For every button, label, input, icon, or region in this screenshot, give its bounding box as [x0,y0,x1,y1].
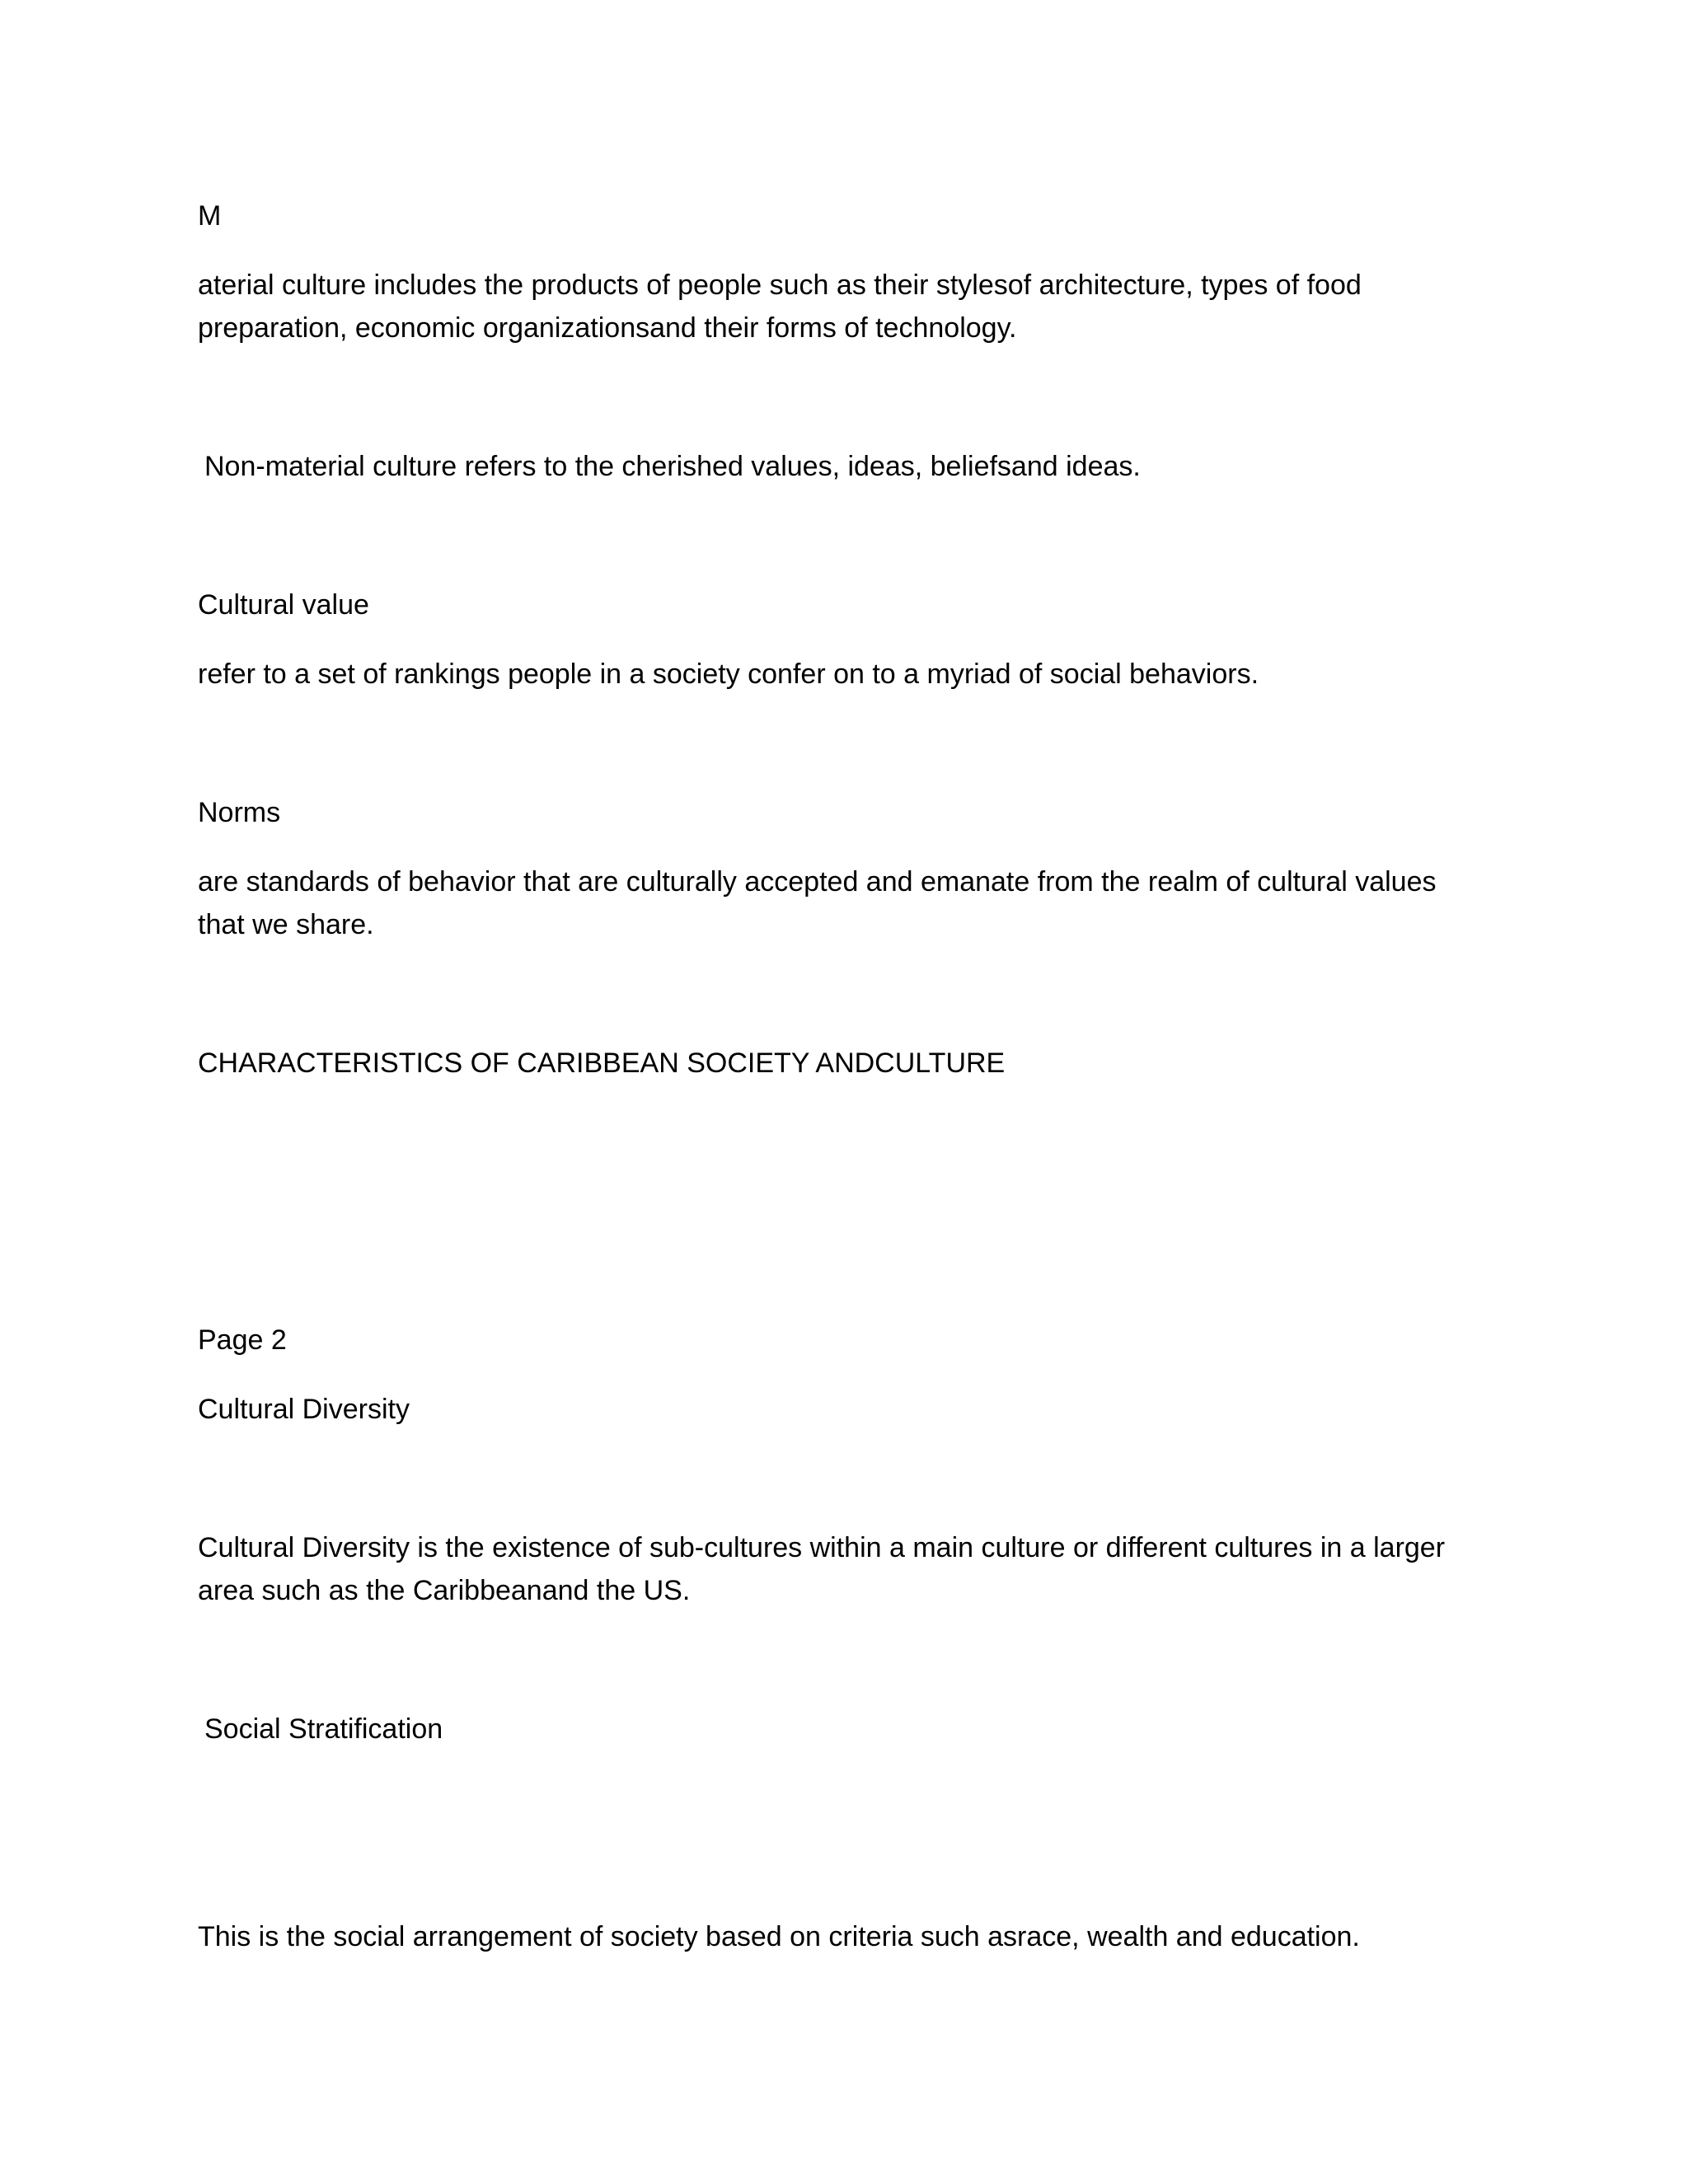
norms-line-2: that we share. [198,909,374,940]
social-stratification-heading: Social Stratification [204,1713,443,1745]
material-culture-initial: M [198,200,222,232]
cultural-diversity-heading: Cultural Diversity [198,1394,410,1425]
characteristics-heading: CHARACTERISTICS OF CARIBBEAN SOCIETY ANDCULTURE [198,1047,1006,1079]
norms-heading: Norms [198,797,281,828]
non-material-culture-text: Non-material culture refers to the cherished values, ideas, beliefsand ideas. [204,451,1141,482]
cultural-diversity-line-2: area such as the Caribbeanand the US. [198,1575,691,1606]
cultural-value-heading: Cultural value [198,589,369,621]
cultural-diversity-line-1: Cultural Diversity is the existence of sub-cultures within a main culture or different cultures in a larger [198,1532,1446,1563]
material-culture-line-2: preparation, economic organizationsand their forms of technology. [198,312,1017,344]
norms-line-1: are standards of behavior that are culturally accepted and emanate from the realm of cultural values [198,866,1437,898]
social-stratification-text: This is the social arrangement of society based on criteria such asrace, wealth and education. [198,1921,1360,1952]
page-label: Page 2 [198,1324,287,1356]
cultural-value-text: refer to a set of rankings people in a society confer on to a myriad of social behaviors. [198,658,1259,690]
material-culture-line-1: aterial culture includes the products of people such as their stylesof architecture, types of food [198,269,1362,301]
